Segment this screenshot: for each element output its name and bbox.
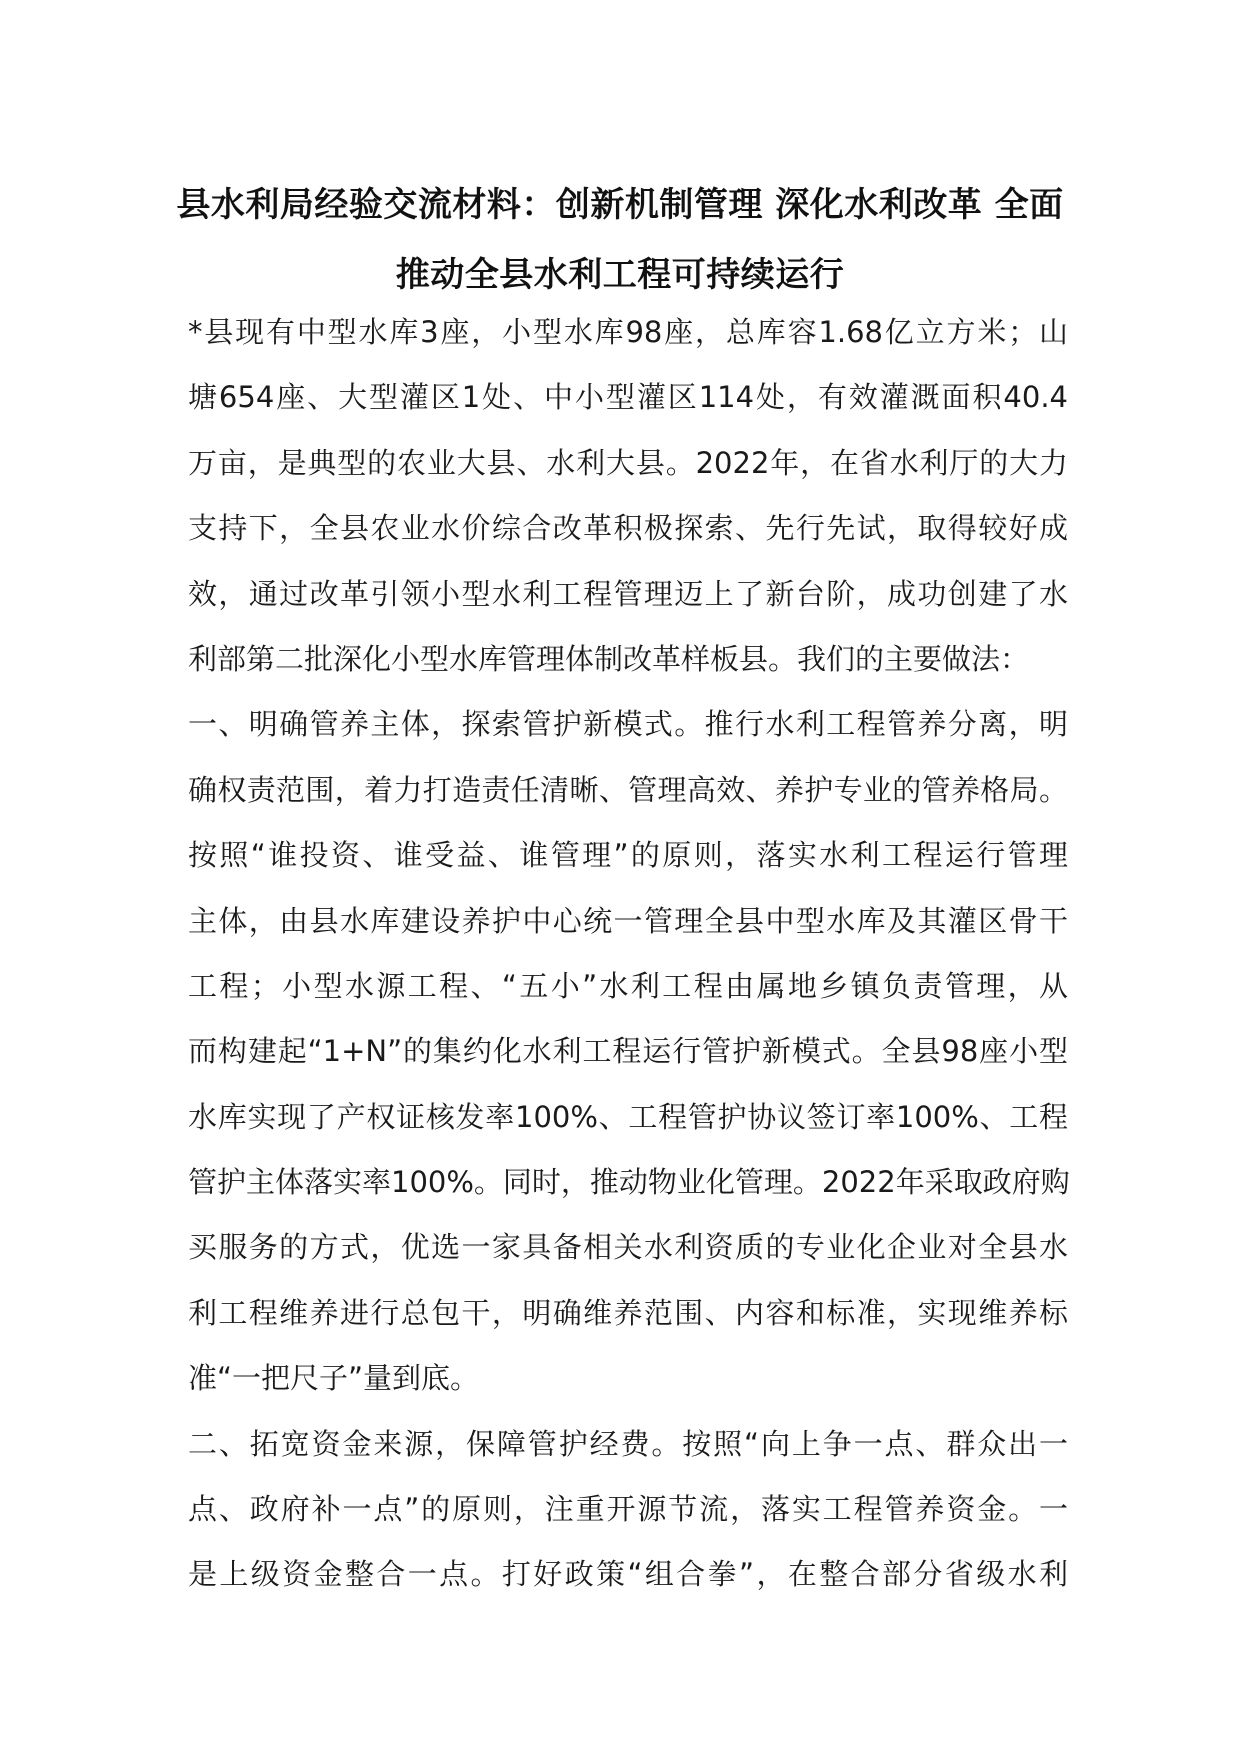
body-line: 点、政府补一点”的原则，注重开源节流，落实工程管养资金。一 bbox=[188, 1492, 1068, 1527]
body-line: 效，通过改革引领小型水利工程管理迈上了新台阶，成功创建了水 bbox=[188, 576, 1068, 611]
document-title bbox=[150, 170, 1090, 310]
body-line: 支持下，全县农业水价综合改革积极探索、先行先试，取得较好成 bbox=[188, 511, 1068, 546]
title-line: 推动全县水利工程可持续运行 bbox=[395, 255, 845, 295]
body-line: 管护主体落实率100%。同时，推动物业化管理。2022年采取政府购 bbox=[188, 1165, 1070, 1200]
body-line: 买服务的方式，优选一家具备相关水利资质的专业化企业对全县水 bbox=[188, 1230, 1068, 1265]
document-body bbox=[188, 300, 1068, 1608]
body-line: 二、拓宽资金来源，保障管护经费。按照“向上争一点、群众出一 bbox=[188, 1426, 1068, 1461]
body-line: 准“一把尺子”量到底。 bbox=[188, 1361, 480, 1396]
body-line: 一、明确管养主体，探索管护新模式。推行水利工程管养分离，明 bbox=[188, 707, 1068, 742]
body-line: 主体，由县水库建设养护中心统一管理全县中型水库及其灌区骨干 bbox=[188, 903, 1068, 938]
body-line: 利工程维养进行总包干，明确维养范围、内容和标准，实现维养标 bbox=[188, 1295, 1068, 1330]
body-line: *县现有中型水库3座，小型水库98座，总库容1.68亿立方米；山 bbox=[188, 315, 1068, 349]
body-line: 利部第二批深化小型水库管理体制改革样板县。我们的主要做法： bbox=[188, 641, 1030, 676]
body-line: 按照“谁投资、谁受益、谁管理”的原则，落实水利工程运行管理 bbox=[188, 838, 1068, 873]
body-line: 水库实现了产权证核发率100%、工程管护协议签订率100%、工程 bbox=[188, 1099, 1068, 1134]
body-line: 塘654座、大型灌区1处、中小型灌区114处，有效灌溉面积40.4 bbox=[188, 380, 1068, 415]
body-line: 工程；小型水源工程、“五小”水利工程由属地乡镇负责管理，从 bbox=[188, 968, 1068, 1003]
body-line: 是上级资金整合一点。打好政策“组合拳”，在整合部分省级水利 bbox=[188, 1557, 1068, 1592]
body-line: 而构建起“1+N”的集约化水利工程运行管护新模式。全县98座小型 bbox=[188, 1034, 1068, 1069]
title-line: 县水利局经验交流材料：创新机制管理 深化水利改革 全面 bbox=[176, 185, 1064, 225]
body-line: 万亩，是典型的农业大县、水利大县。2022年，在省水利厅的大力 bbox=[188, 445, 1068, 480]
body-line: 确权责范围，着力打造责任清晰、管理高效、养护专业的管养格局。 bbox=[188, 772, 1068, 807]
